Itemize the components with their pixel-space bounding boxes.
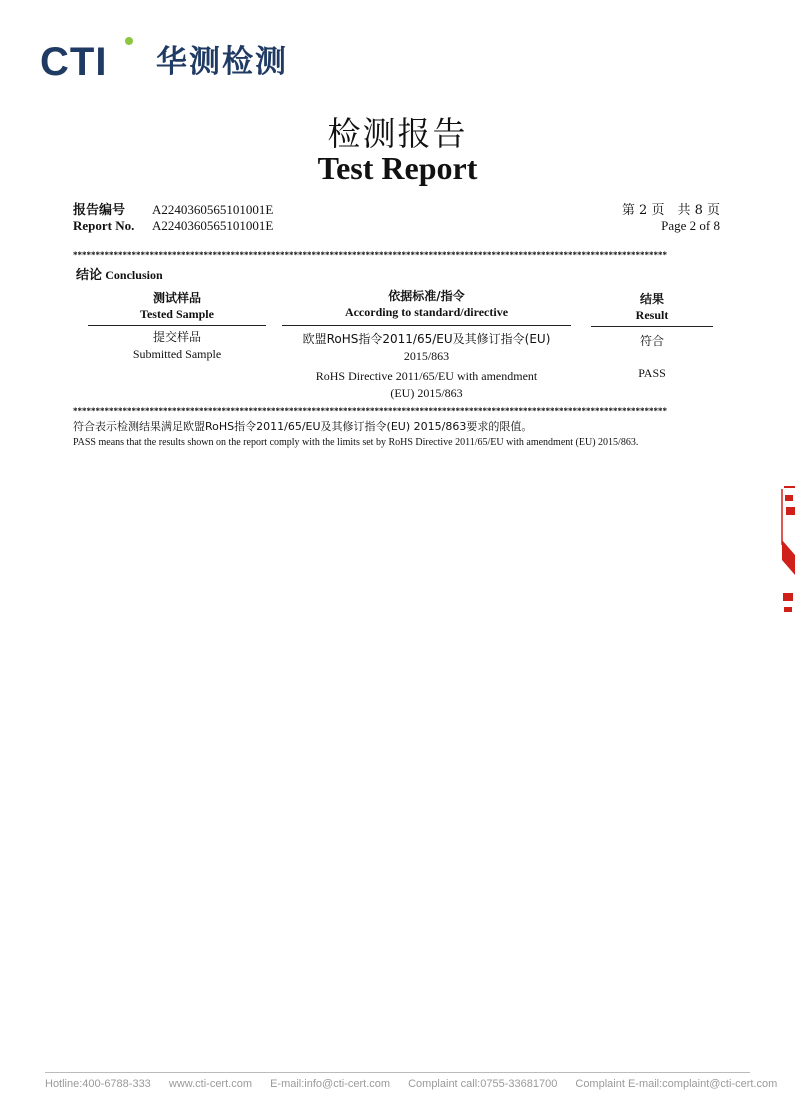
cell-sample [88,329,266,363]
footer-divider [45,1072,750,1073]
cell-standard-en-2: (EU) 2015/863 [390,386,463,400]
logo-dot-icon [125,37,133,45]
header-standard-rule [282,325,571,326]
report-no-value-1: A2240360565101001E [152,202,274,217]
separator-bottom: ************************************************************************************************************************************ [73,406,667,416]
page-indicator-cn: 第 2 页 共 8 页 [621,203,720,218]
footer-complaint-call: Complaint call:0755-33681700 [408,1078,558,1090]
header-standard-en: According to standard/directive [344,305,509,319]
cell-result-cn: 符合 [639,334,664,348]
logo-brand: CTI [40,40,108,84]
conclusion-label [76,264,163,283]
header-sample-rule [88,325,266,326]
footer-hotline: Hotline:400-6788-333 [45,1078,151,1090]
cell-result-en: PASS [638,366,666,380]
title-cn: 检测报告 [327,114,468,153]
title-en: Test Report [317,150,478,186]
header-standard [282,288,571,320]
header-sample-en: Tested Sample [140,307,214,321]
footer-website[interactable]: www.cti-cert.com [168,1078,252,1090]
header-sample [88,290,266,322]
cell-standard-en-1: RoHS Directive 2011/65/EU with amendment [315,369,538,383]
cell-sample-cn: 提交样品 [152,330,201,344]
header-standard-cn: 依据标准/指令 [388,289,465,303]
seal-fragment [780,485,795,625]
footer-complaint-email[interactable]: Complaint E-mail:complaint@cti-cert.com [575,1078,778,1090]
header-result-cn: 结果 [639,292,664,306]
cell-standard-cn-1: 欧盟RoHS指令2011/65/EU及其修订指令(EU) [302,332,551,346]
conclusion-label-cn: 结论 [76,268,103,283]
header-result-rule [591,326,713,327]
page-indicator-en: Page 2 of 8 [661,218,720,233]
cell-standard [282,331,571,402]
logo-name-cn: 华测检测 [156,44,288,80]
footer-email[interactable]: E-mail:info@cti-cert.com [270,1078,391,1090]
report-no-label-cn: 报告编号 [73,203,126,218]
footer [45,1078,778,1090]
report-no-value-2: A2240360565101001E [152,218,274,233]
note-cn: 符合表示检测结果满足欧盟RoHS指令2011/65/EU及其修订指令(EU) 2015/863要求的限值。 [73,420,533,433]
header-result [591,291,713,323]
separator-top: ************************************************************************************************************************************ [73,250,667,260]
cell-sample-en: Submitted Sample [132,347,222,361]
cell-standard-cn-2: 2015/863 [403,349,450,363]
cell-result [591,333,713,382]
header-result-en: Result [635,308,669,322]
company-logo [40,40,300,84]
report-no-label-en: Report No. [73,218,135,233]
note-en: PASS means that the results shown on the report comply with the limits set by RoHS Directive 2011/65/EU with amendment (EU) 2015/863. [73,437,639,448]
header-sample-cn: 测试样品 [152,291,201,305]
conclusion-label-en: Conclusion [105,268,163,282]
